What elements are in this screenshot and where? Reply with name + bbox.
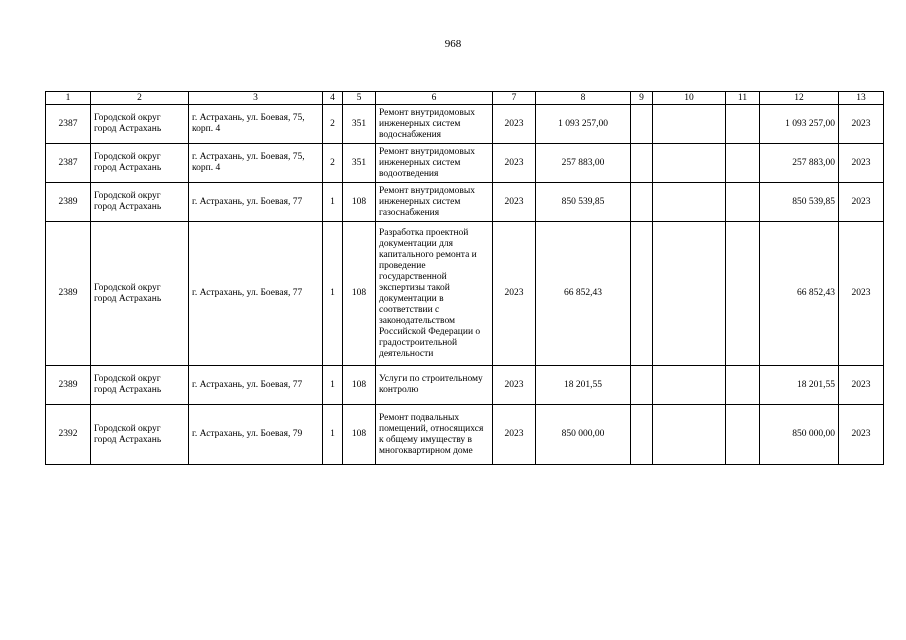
cost-cell: 66 852,43 [536, 222, 631, 366]
municipality-cell: Городской округ город Астрахань [91, 405, 189, 465]
value-cell: 1 [323, 405, 343, 465]
table-row [46, 222, 884, 366]
empty-cell [653, 144, 726, 183]
capital-repair-table [45, 91, 884, 465]
row-number-cell: 2389 [46, 366, 91, 405]
year-cell: 2023 [839, 366, 884, 405]
value-cell: 2 [323, 144, 343, 183]
empty-cell [631, 105, 653, 144]
address-cell: г. Астрахань, ул. Боевая, 77 [189, 366, 323, 405]
total-cost-cell: 1 093 257,00 [760, 105, 839, 144]
year-cell: 2023 [493, 366, 536, 405]
value-cell: 1 [323, 183, 343, 222]
total-cost-cell: 257 883,00 [760, 144, 839, 183]
header-cell: 1 [46, 92, 91, 105]
header-cell: 6 [376, 92, 493, 105]
year-cell: 2023 [493, 144, 536, 183]
empty-cell [653, 183, 726, 222]
address-cell: г. Астрахань, ул. Боевая, 77 [189, 222, 323, 366]
year-cell: 2023 [493, 105, 536, 144]
empty-cell [653, 222, 726, 366]
year-cell: 2023 [493, 405, 536, 465]
value-cell: 108 [343, 405, 376, 465]
year-cell: 2023 [493, 222, 536, 366]
cost-cell: 18 201,55 [536, 366, 631, 405]
year-cell: 2023 [839, 183, 884, 222]
empty-cell [631, 366, 653, 405]
cost-cell: 850 000,00 [536, 405, 631, 465]
row-number-cell: 2389 [46, 222, 91, 366]
cost-cell: 257 883,00 [536, 144, 631, 183]
empty-cell [726, 405, 760, 465]
empty-cell [726, 144, 760, 183]
empty-cell [653, 105, 726, 144]
empty-cell [631, 183, 653, 222]
row-number-cell: 2387 [46, 144, 91, 183]
empty-cell [726, 105, 760, 144]
year-cell: 2023 [839, 222, 884, 366]
header-cell: 2 [91, 92, 189, 105]
empty-cell [631, 222, 653, 366]
table-row [46, 405, 884, 465]
column-number-row [46, 92, 884, 105]
municipality-cell: Городской округ город Астрахань [91, 105, 189, 144]
value-cell: 108 [343, 222, 376, 366]
header-cell: 12 [760, 92, 839, 105]
value-cell: 2 [323, 105, 343, 144]
total-cost-cell: 18 201,55 [760, 366, 839, 405]
empty-cell [726, 183, 760, 222]
year-cell: 2023 [493, 183, 536, 222]
header-cell: 7 [493, 92, 536, 105]
total-cost-cell: 850 539,85 [760, 183, 839, 222]
value-cell: 351 [343, 144, 376, 183]
header-cell: 5 [343, 92, 376, 105]
value-cell: 351 [343, 105, 376, 144]
total-cost-cell: 66 852,43 [760, 222, 839, 366]
row-number-cell: 2392 [46, 405, 91, 465]
empty-cell [726, 366, 760, 405]
table-row [46, 366, 884, 405]
header-cell: 9 [631, 92, 653, 105]
empty-cell [726, 222, 760, 366]
header-cell: 13 [839, 92, 884, 105]
value-cell: 108 [343, 183, 376, 222]
municipality-cell: Городской округ город Астрахань [91, 183, 189, 222]
work-type-cell: Ремонт внутридомовых инженерных систем водоотведения [376, 144, 493, 183]
address-cell: г. Астрахань, ул. Боевая, 75, корп. 4 [189, 105, 323, 144]
cost-cell: 850 539,85 [536, 183, 631, 222]
table-row [46, 183, 884, 222]
municipality-cell: Городской округ город Астрахань [91, 144, 189, 183]
row-number-cell: 2389 [46, 183, 91, 222]
municipality-cell: Городской округ город Астрахань [91, 366, 189, 405]
table-row [46, 144, 884, 183]
address-cell: г. Астрахань, ул. Боевая, 79 [189, 405, 323, 465]
empty-cell [631, 405, 653, 465]
empty-cell [653, 405, 726, 465]
table-row [46, 105, 884, 144]
value-cell: 1 [323, 366, 343, 405]
total-cost-cell: 850 000,00 [760, 405, 839, 465]
work-type-cell: Ремонт внутридомовых инженерных систем газоснабжения [376, 183, 493, 222]
year-cell: 2023 [839, 105, 884, 144]
row-number-cell: 2387 [46, 105, 91, 144]
address-cell: г. Астрахань, ул. Боевая, 77 [189, 183, 323, 222]
work-type-cell: Ремонт внутридомовых инженерных систем водоснабжения [376, 105, 493, 144]
work-type-cell: Ремонт подвальных помещений, относящихся к общему имуществу в многоквартирном доме [376, 405, 493, 465]
work-type-cell: Разработка проектной документации для капитального ремонта и проведение государственной экспертизы такой документации в соответствии с законодательством Российской Федерации о градостроительной деятельности [376, 222, 493, 366]
header-cell: 10 [653, 92, 726, 105]
header-cell: 11 [726, 92, 760, 105]
value-cell: 108 [343, 366, 376, 405]
year-cell: 2023 [839, 144, 884, 183]
work-type-cell: Услуги по строительному контролю [376, 366, 493, 405]
page-number: 968 [444, 38, 462, 50]
empty-cell [631, 144, 653, 183]
header-cell: 4 [323, 92, 343, 105]
address-cell: г. Астрахань, ул. Боевая, 75, корп. 4 [189, 144, 323, 183]
value-cell: 1 [323, 222, 343, 366]
empty-cell [653, 366, 726, 405]
year-cell: 2023 [839, 405, 884, 465]
header-cell: 3 [189, 92, 323, 105]
header-cell: 8 [536, 92, 631, 105]
cost-cell: 1 093 257,00 [536, 105, 631, 144]
municipality-cell: Городской округ город Астрахань [91, 222, 189, 366]
